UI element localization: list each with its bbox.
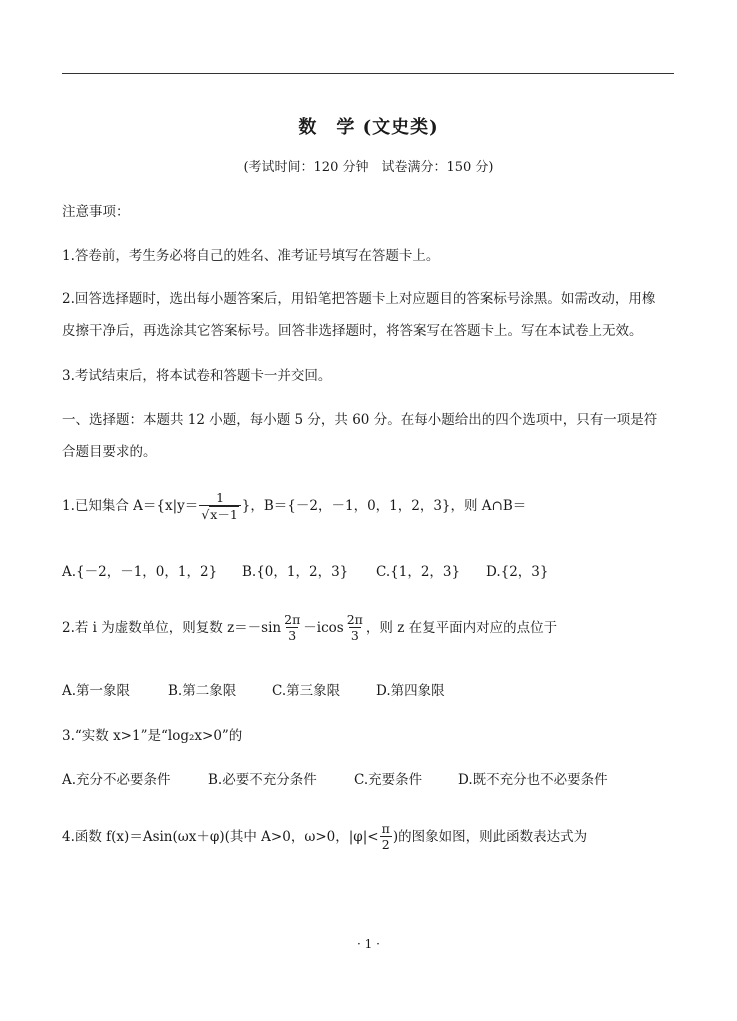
q2-mid: －icos	[303, 619, 344, 636]
q2-frac1-den: 3	[288, 628, 297, 643]
q1-frac-den	[199, 505, 240, 522]
q3-option-c: C.充要条件	[354, 772, 423, 788]
q1-frac-num: 1	[216, 490, 225, 505]
question-4	[62, 821, 587, 852]
section-heading-line1: 一、选择题：本题共 12 小题，每小题 5 分，共 60 分。在每小题给出的四个选项中，只有一项是符	[62, 412, 658, 428]
q3-options	[62, 771, 608, 789]
q1-options	[62, 563, 549, 581]
page-number: · 1 ·	[357, 937, 380, 951]
sqrt-symbol: √	[201, 507, 210, 522]
notice-item-2b: 皮擦干净后，再选涂其它答案标号。回答非选择题时，将答案写在答题卡上。写在本试卷上无效。	[62, 323, 643, 339]
q2-prefix: 2.若 i 为虚数单位，则复数 z＝－sin	[62, 619, 282, 636]
q2-fraction-1	[282, 612, 302, 643]
q2-frac1-num: 2π	[284, 612, 301, 627]
question-2	[62, 612, 557, 643]
q3-option-d: D.既不充分也不必要条件	[458, 772, 608, 788]
notice-item-2a: 2.回答选择题时，选出每小题答案后，用铅笔把答题卡上对应题目的答案标号涂黑。如需改动，用橡	[62, 291, 656, 307]
section-heading-line2: 合题目要求的。	[62, 444, 157, 460]
q4-fraction	[380, 821, 392, 852]
notice-heading: 注意事项：	[62, 204, 130, 220]
q2-frac2-num: 2π	[346, 612, 363, 627]
q1-suffix: }，B＝{－2，－1，0，1，2，3}，则 A∩B＝	[241, 498, 527, 514]
q2-option-a: A.第一象限	[62, 683, 131, 699]
q1-option-c: C.{1，2，3}	[376, 564, 461, 580]
q4-prefix: 4.函数 f(x)＝Asin(ωx＋φ)(其中 A>0，ω>0，|φ|<	[62, 828, 379, 845]
notice-item-3: 3.考试结束后，将本试卷和答题卡一并交回。	[62, 368, 332, 384]
q4-frac-num: π	[381, 821, 390, 836]
q2-frac2-den: 3	[350, 628, 359, 643]
q1-radicand: x－1	[210, 507, 238, 522]
notice-item-1: 1.答卷前，考生务必将自己的姓名、准考证号填写在答题卡上。	[62, 248, 440, 264]
q2-options	[62, 682, 445, 700]
q2-option-b: B.第二象限	[168, 683, 237, 699]
q2-option-c: C.第三象限	[272, 683, 341, 699]
q1-option-b: B.{0，1，2，3}	[242, 564, 349, 580]
q1-option-a: A.{－2，－1，0，1，2}	[62, 564, 218, 580]
exam-info: (考试时间：120 分钟 试卷满分：150 分)	[243, 160, 494, 175]
question-3: 3.“实数 x>1”是“log₂x>0”的	[62, 728, 243, 744]
question-1	[62, 490, 526, 522]
q1-fraction	[199, 490, 240, 522]
q3-option-a: A.充分不必要条件	[62, 772, 171, 788]
q2-suffix: ，则 z 在复平面内对应的点位于	[365, 619, 558, 636]
header-rule	[62, 73, 674, 74]
q4-frac-den: 2	[381, 837, 390, 852]
q4-suffix: )的图象如图，则此函数表达式为	[392, 828, 588, 845]
q2-option-d: D.第四象限	[376, 683, 445, 699]
q2-fraction-2	[345, 612, 365, 643]
q1-option-d: D.{2，3}	[486, 564, 549, 580]
q1-prefix: 1.已知集合 A＝{x|y＝	[62, 498, 199, 514]
q3-option-b: B.必要不充分条件	[208, 772, 317, 788]
page-title: 数 学 (文史类)	[298, 117, 439, 138]
